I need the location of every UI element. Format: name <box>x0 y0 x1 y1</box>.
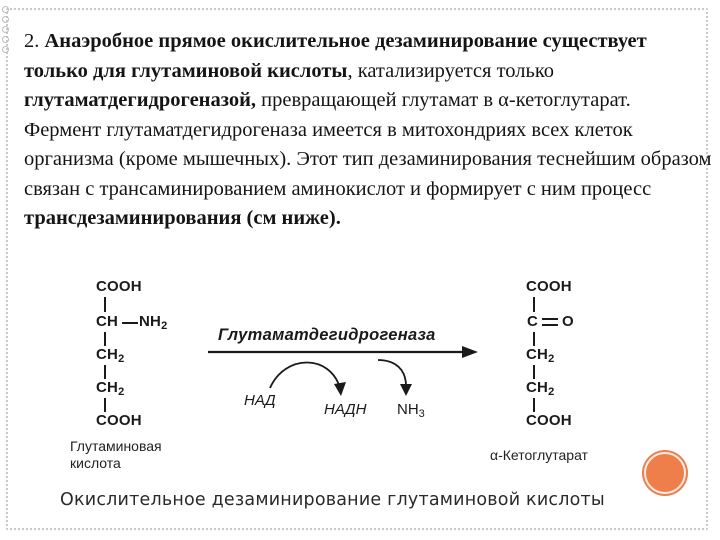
akg-cooh-bottom: COOH <box>526 412 572 429</box>
bond <box>104 297 106 312</box>
text-fragment: Фермент глутаматдегидрогеназа имеется в митохондриях всех клеток организма (кроме мышечных). Этот тип дезаминирования теснейшим образом связан с трансаминированием аминокислот и формирует с ним процесс <box>24 118 712 200</box>
bond <box>104 398 106 412</box>
name-line: Глутаминовая <box>70 438 162 454</box>
glu-name <box>70 438 162 472</box>
ch-text: CH <box>96 379 119 396</box>
akg-c: C <box>527 313 539 330</box>
ch-subscript: 2 <box>118 353 125 365</box>
amine-text: NH <box>139 313 162 330</box>
paragraph-1 <box>24 27 714 116</box>
bond <box>104 332 106 346</box>
slide-accent-circle <box>642 450 688 496</box>
bond <box>104 365 106 379</box>
bond <box>533 365 535 379</box>
slide-text <box>24 27 714 234</box>
bond <box>533 332 535 346</box>
bond <box>533 398 535 412</box>
akg-cooh-top: COOH <box>526 278 572 295</box>
nh-subscript: 3 <box>418 408 425 420</box>
figure-caption: Окислительное дезаминирование глутаминовой кислоты <box>60 490 605 510</box>
glu-cooh-top: COOH <box>96 278 142 295</box>
nh-text: NH <box>397 401 419 418</box>
akg-ch2-b <box>526 379 554 398</box>
ch-text: CH <box>96 346 119 363</box>
enzyme-name-bold: глутаматдегидрогеназой, <box>24 89 257 111</box>
nad-label: НАД <box>244 392 276 409</box>
ch-subscript: 2 <box>548 386 555 398</box>
nadh-label: НАДН <box>324 401 367 418</box>
glu-cooh-bottom: COOH <box>96 412 142 429</box>
glu-amine <box>139 313 167 332</box>
glu-ch2-a <box>96 346 124 365</box>
ch-text: CH <box>526 379 549 396</box>
bond <box>533 297 535 312</box>
paragraph-2 <box>24 116 714 234</box>
bold-statement: Анаэробное прямое окислительное дезаминирование существует только для глутаминовой кислоты <box>24 30 647 82</box>
ch-subscript: 2 <box>548 353 555 365</box>
item-number: 2. <box>24 30 45 52</box>
ch-subscript: 2 <box>118 386 125 398</box>
double-bond-top <box>542 318 558 320</box>
decorative-dots <box>0 6 10 53</box>
text-fragment: , катализируется только <box>347 59 554 82</box>
glu-ch: CH <box>96 313 119 330</box>
transdeamination-bold: трансдезаминирования (см ниже). <box>24 207 341 229</box>
ch-text: CH <box>526 346 549 363</box>
name-line: кислота <box>70 455 121 471</box>
akg-oxo: O <box>562 313 574 330</box>
akg-ch2-a <box>526 346 554 365</box>
ammonia-label <box>397 401 425 420</box>
bond <box>122 322 138 324</box>
double-bond-bottom <box>542 324 558 326</box>
enzyme-label: Глутаматдегидрогеназа <box>218 326 436 344</box>
amine-subscript: 2 <box>161 320 168 332</box>
glu-ch2-b <box>96 379 124 398</box>
akg-name: α-Кетоглутарат <box>490 447 588 463</box>
text-fragment: превращающей глутамат в α-кетоглутарат. <box>256 89 631 111</box>
